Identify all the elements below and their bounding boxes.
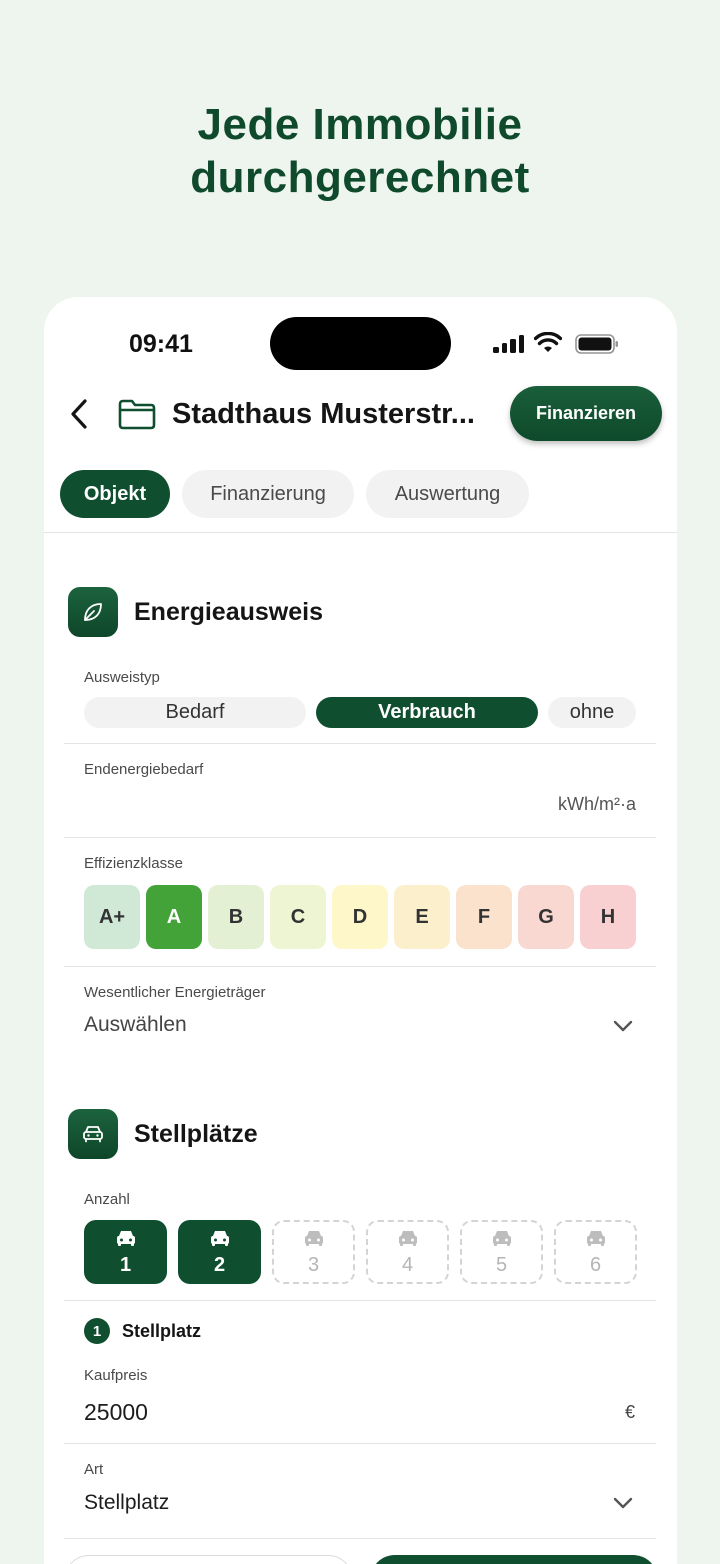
parking-spot-title: Stellplatz: [122, 1321, 202, 1341]
parking-section-header: [68, 1109, 258, 1159]
energy-section-header: [68, 587, 323, 637]
currency-label: €: [625, 1402, 636, 1422]
car-icon: [302, 1228, 326, 1248]
parking-count-label: Anzahl: [84, 1191, 130, 1208]
tab-bar: [60, 470, 529, 518]
parking-count-option-label: 3: [307, 1253, 320, 1276]
efficiency-class-a[interactable]: A: [146, 885, 202, 949]
purchase-price-label: Kaufpreis: [84, 1367, 148, 1384]
wifi-icon: [534, 332, 562, 354]
parking-type-select[interactable]: Stellplatz: [84, 1491, 170, 1514]
headline-line-1: Jede Immobilie: [197, 100, 523, 149]
parking-count-option-label: 1: [119, 1253, 132, 1276]
parking-count-option-label: 2: [213, 1253, 226, 1276]
status-time: 09:41: [129, 330, 193, 358]
cellular-signal-icon: [493, 335, 525, 353]
parking-count-option-5[interactable]: [460, 1220, 543, 1284]
divider: [64, 1443, 656, 1444]
car-icon: [114, 1228, 138, 1248]
energy-carrier-select[interactable]: Auswählen: [84, 1013, 187, 1036]
chevron-down-icon[interactable]: [612, 1496, 634, 1510]
efficiency-class-c[interactable]: C: [270, 885, 326, 949]
car-icon: [208, 1228, 232, 1248]
certificate-type-label: Ausweistyp: [84, 669, 160, 686]
headline-line-2: durchgerechnet: [190, 153, 530, 202]
folder-icon: [117, 398, 157, 430]
status-bar: [44, 297, 677, 387]
efficiency-class-g[interactable]: G: [518, 885, 574, 949]
parking-count-option-2[interactable]: [178, 1220, 261, 1284]
header-divider: [44, 532, 677, 533]
divider: [64, 743, 656, 744]
parking-count-option-label: 4: [401, 1253, 414, 1276]
finance-button[interactable]: Finanzieren: [510, 386, 662, 441]
divider: [64, 837, 656, 838]
energy-section-title: Energieausweis: [134, 597, 323, 626]
efficiency-class-a-plus[interactable]: A+: [84, 885, 140, 949]
parking-count-option-1[interactable]: [84, 1220, 167, 1284]
tab-objekt[interactable]: Objekt: [60, 470, 170, 518]
parking-count-option-3[interactable]: [272, 1220, 355, 1284]
type-option-bedarf[interactable]: Bedarf: [84, 697, 306, 728]
car-icon: [68, 1109, 118, 1159]
type-option-ohne[interactable]: ohne: [548, 697, 636, 728]
divider: [64, 1538, 656, 1539]
divider: [64, 1300, 656, 1301]
tab-auswertung[interactable]: Auswertung: [366, 470, 529, 518]
purchase-price-input[interactable]: 25000: [84, 1399, 148, 1425]
parking-type-label: Art: [84, 1461, 104, 1478]
car-icon: [490, 1228, 514, 1248]
parking-count-option-6[interactable]: [554, 1220, 637, 1284]
headline: [0, 98, 720, 204]
phone-screen: [44, 297, 677, 1564]
energy-carrier-label: Wesentlicher Energieträger: [84, 984, 266, 1001]
parking-spot-number-badge: 1: [84, 1318, 110, 1344]
efficiency-class-d[interactable]: D: [332, 885, 388, 949]
secondary-bottom-button[interactable]: [64, 1555, 353, 1564]
type-option-verbrauch[interactable]: Verbrauch: [316, 697, 538, 728]
efficiency-class-b[interactable]: B: [208, 885, 264, 949]
chevron-down-icon[interactable]: [612, 1019, 634, 1033]
leaf-icon: [68, 587, 118, 637]
efficiency-class-f[interactable]: F: [456, 885, 512, 949]
parking-section-title: Stellplätze: [134, 1119, 258, 1148]
car-icon: [396, 1228, 420, 1248]
efficiency-class-h[interactable]: H: [580, 885, 636, 949]
primary-bottom-button[interactable]: [370, 1555, 658, 1564]
parking-count-option-label: 5: [495, 1253, 508, 1276]
back-chevron-icon[interactable]: [66, 395, 92, 433]
dynamic-island: [270, 317, 451, 370]
efficiency-class-e[interactable]: E: [394, 885, 450, 949]
efficiency-class-label: Effizienzklasse: [84, 855, 183, 872]
energy-demand-unit: kWh/m²·a: [558, 794, 636, 814]
app-header: [44, 383, 677, 445]
parking-count-option-label: 6: [589, 1253, 602, 1276]
tab-finanzierung[interactable]: Finanzierung: [182, 470, 354, 518]
property-title: Stadthaus Musterstr...: [172, 398, 475, 430]
energy-demand-label: Endenergiebedarf: [84, 761, 204, 778]
parking-count-option-4[interactable]: [366, 1220, 449, 1284]
car-icon: [584, 1228, 608, 1248]
battery-icon: [575, 334, 619, 354]
divider: [64, 966, 656, 967]
